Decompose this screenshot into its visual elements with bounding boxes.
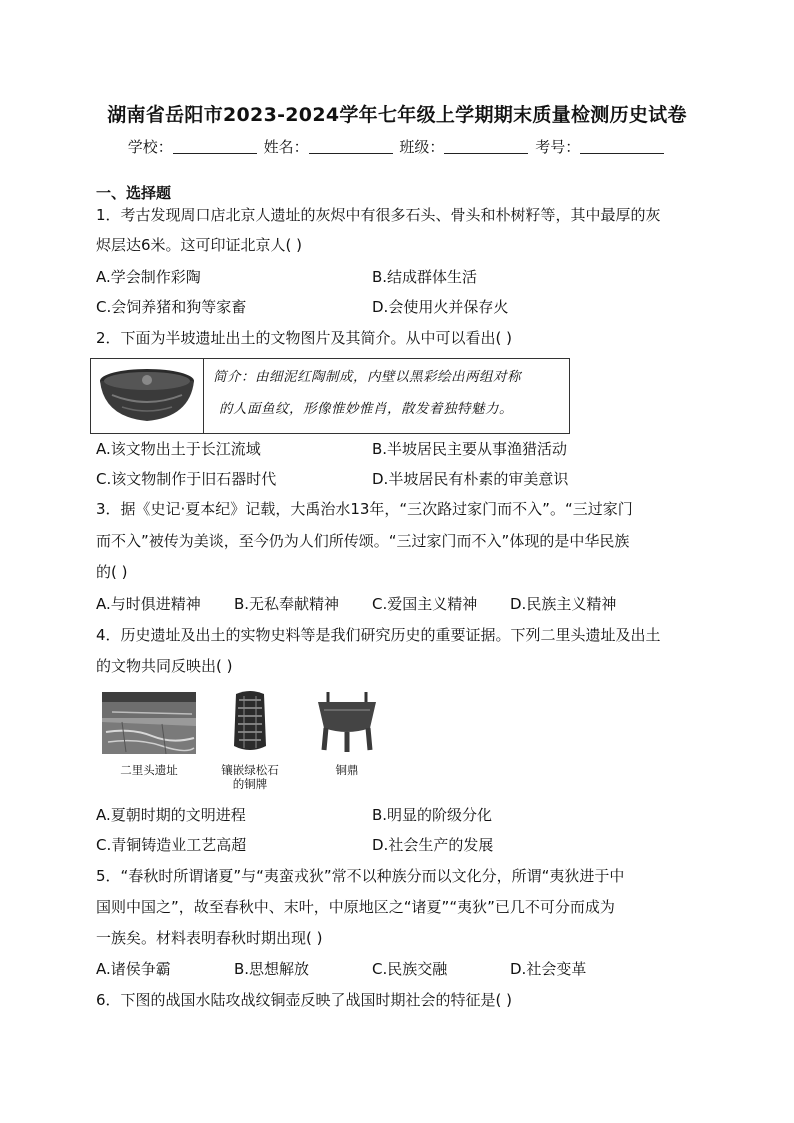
caption-bronze-ding: 铜鼎	[335, 763, 359, 777]
bronze-ding-image	[314, 690, 380, 752]
caption-erlitou-site: 二里头遗址	[120, 763, 178, 777]
exam-no-blank[interactable]	[580, 139, 664, 154]
q4-line-1: 4．历史遗址及出土的实物史料等是我们研究历史的重要证据。下列二里头遗址及出土	[96, 626, 661, 644]
school-blank[interactable]	[173, 139, 257, 154]
erlitou-site-image	[102, 692, 196, 754]
intro-divider	[203, 359, 204, 433]
turquoise-bronze-plaque-image	[230, 690, 270, 754]
q2-option-c[interactable]: C.该文物制作于旧石器时代	[96, 470, 277, 488]
q2-option-b[interactable]: B.半坡居民主要从事渔猎活动	[372, 440, 568, 458]
q1-line-2: 烬层达6米。这可印证北京人( )	[96, 236, 303, 254]
caption-bronze-plaque-line-2: 的铜牌	[232, 777, 268, 791]
caption-bronze-plaque-line-1: 镶嵌绿松石	[221, 763, 279, 777]
q2-option-d[interactable]: D.半坡居民有朴素的审美意识	[372, 470, 569, 488]
q5-option-d[interactable]: D.社会变革	[510, 960, 587, 978]
q6-line-1: 6．下图的战国水陆攻战纹铜壶反映了战国时期社会的特征是( )	[96, 991, 513, 1009]
q5-option-c[interactable]: C.民族交融	[372, 960, 448, 978]
q2-option-a[interactable]: A.该文物出土于长江流域	[96, 440, 261, 458]
artifact-intro-box	[90, 358, 570, 434]
student-info-row	[0, 136, 794, 157]
name-blank[interactable]	[309, 139, 393, 154]
q3-line-2: 而不入”被传为美谈，至今仍为人们所传颂。“三过家门而不入”体现的是中华民族	[96, 532, 630, 550]
class-label: 班级：	[399, 138, 445, 156]
painted-pottery-basin-image	[92, 359, 202, 433]
intro-text-line-2: 的人面鱼纹，形像惟妙惟肖，散发着独特魅力。	[219, 401, 513, 417]
q5-line-3: 一族矣。材料表明春秋时期出现( )	[96, 929, 323, 947]
exam-no-label: 考号：	[535, 138, 581, 156]
q5-option-a[interactable]: A.诸侯争霸	[96, 960, 171, 978]
q3-line-3: 的( )	[96, 563, 128, 581]
q5-option-b[interactable]: B.思想解放	[234, 960, 310, 978]
q1-option-c[interactable]: C.会饲养猪和狗等家畜	[96, 298, 247, 316]
q4-line-2: 的文物共同反映出( )	[96, 657, 233, 675]
q3-option-b[interactable]: B.无私奉献精神	[234, 595, 340, 613]
exam-title: 湖南省岳阳市2023-2024学年七年级上学期期末质量检测历史试卷	[107, 104, 687, 126]
q5-line-1: 5．“春秋时所谓诸夏”与“夷蛮戎狄”常不以种族分而以文化分，所谓“夷狄进于中	[96, 867, 625, 885]
q1-option-d[interactable]: D.会使用火并保存火	[372, 298, 509, 316]
section-heading: 一、选择题	[96, 184, 172, 202]
q3-option-a[interactable]: A.与时俱进精神	[96, 595, 201, 613]
intro-text-line-1: 简介：由细泥红陶制成，内壁以黑彩绘出两组对称	[213, 369, 521, 385]
q5-line-2: 国则中国之”，故至春秋中、末叶，中原地区之“诸夏”“夷狄”已几不可分而成为	[96, 898, 615, 916]
class-blank[interactable]	[444, 139, 528, 154]
q4-option-a[interactable]: A.夏朝时期的文明进程	[96, 806, 246, 824]
q1-line-1: 1．考古发现周口店北京人遗址的灰烬中有很多石头、骨头和朴树籽等，其中最厚的灰	[96, 206, 661, 224]
q3-option-d[interactable]: D.民族主义精神	[510, 595, 617, 613]
q3-line-1: 3．据《史记·夏本纪》记载，大禹治水13年，“三次路过家门而不入”。“三过家门	[96, 500, 633, 518]
q3-option-c[interactable]: C.爱国主义精神	[372, 595, 478, 613]
q2-line-1: 2．下面为半坡遗址出土的文物图片及其简介。从中可以看出( )	[96, 329, 513, 347]
q4-option-c[interactable]: C.青铜铸造业工艺高超	[96, 836, 247, 854]
q1-option-a[interactable]: A.学会制作彩陶	[96, 268, 201, 286]
q1-option-b[interactable]: B.结成群体生活	[372, 268, 478, 286]
q4-option-b[interactable]: B.明显的阶级分化	[372, 806, 493, 824]
name-label: 姓名：	[263, 138, 309, 156]
q4-option-d[interactable]: D.社会生产的发展	[372, 836, 494, 854]
school-label: 学校：	[127, 138, 173, 156]
